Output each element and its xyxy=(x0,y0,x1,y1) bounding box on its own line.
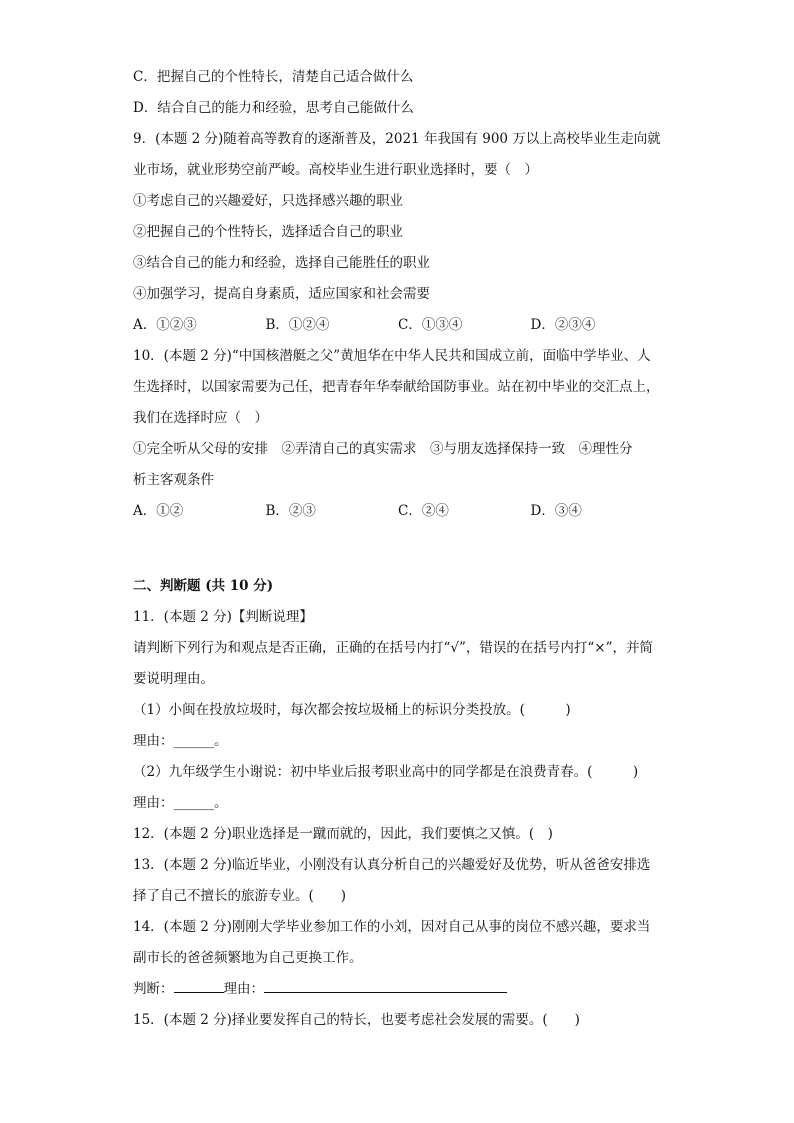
q11-instruction-line-1: 请判断下列行为和观点是否正确，正确的在括号内打“√”，错误的在括号内打“×”，并简 xyxy=(133,640,654,656)
q11-sub-1-reason: 理由：______。 xyxy=(133,733,228,749)
q10-stem-line-1: 10．(本题 2 分)“中国核潜艇之父”黄旭华在中华人民共和国成立前，面临中学毕业、人 xyxy=(133,348,651,364)
q9-item-3: ③结合自己的能力和经验，选择自己能胜任的职业 xyxy=(133,255,430,271)
q11-sub-2-reason: 理由：______。 xyxy=(133,795,228,811)
q10-stem-line-2: 生选择时，以国家需要为己任，把青春年华奉献给国防事业。站在初中毕业的交汇点上， xyxy=(133,379,660,395)
q9-option-d: D．②③④ xyxy=(530,317,596,333)
document-page xyxy=(133,62,663,1036)
q11-instruction-line-2: 要说明理由。 xyxy=(133,671,214,687)
q10-option-b: B．②③ xyxy=(265,503,316,519)
q11-sub-2: （2）九年级学生小谢说：初中毕业后报考职业高中的同学都是在浪费青春。( ) xyxy=(133,764,639,780)
q14-line-2: 副市长的爸爸频繁地为自己更换工作。 xyxy=(133,950,363,966)
q9-option-a: A．①②③ xyxy=(133,317,197,333)
q14-reason-label: 理由： xyxy=(223,981,264,997)
q14-line-1: 14．(本题 2 分)刚刚大学毕业参加工作的小刘，因对自己从事的岗位不感兴趣，要求当 xyxy=(133,919,651,935)
q10-items-line-2: 析主客观条件 xyxy=(133,472,214,488)
spacer xyxy=(133,527,663,571)
q13-line-2: 择了自己不擅长的旅游专业。( ) xyxy=(133,888,347,904)
q9-item-4: ④加强学习，提高自身素质，适应国家和社会需要 xyxy=(133,286,430,302)
q11-sub-1: （1）小闽在投放垃圾时，每次都会按垃圾桶上的标识分类投放。( ) xyxy=(133,702,571,718)
q14-answer-line xyxy=(133,974,663,1005)
q10-option-a: A．①② xyxy=(133,503,184,519)
q13-line-1: 13．(本题 2 分)临近毕业，小刚没有认真分析自己的兴趣爱好及优势，听从爸爸安排选 xyxy=(133,857,651,873)
q15: 15．(本题 2 分)择业要发挥自己的特长，也要考虑社会发展的需要。( ) xyxy=(133,1012,580,1028)
q9-item-2: ②把握自己的个性特长，选择适合自己的职业 xyxy=(133,224,403,240)
q9-options xyxy=(133,310,663,341)
q12: 12．(本题 2 分)职业选择是一蹴而就的，因此，我们要慎之又慎。( ) xyxy=(133,826,553,842)
q10-items-line-1: ①完全听从父母的安排 ②弄清自己的真实需求 ③与朋友选择保持一致 ④理性分 xyxy=(133,441,633,457)
q14-judge-blank[interactable] xyxy=(174,978,224,993)
q10-options xyxy=(133,496,663,527)
q8-option-c: C．把握自己的个性特长，清楚自己适合做什么 xyxy=(133,69,414,85)
section-title: 二、判断题 (共 10 分) xyxy=(133,578,274,594)
q10-option-c: C．②④ xyxy=(398,503,449,519)
q10-stem-line-3: 我们在选择时应（ ） xyxy=(133,410,268,426)
q9-option-c: C．①③④ xyxy=(398,317,463,333)
q9-item-1: ①考虑自己的兴趣爱好，只选择感兴趣的职业 xyxy=(133,193,403,209)
q14-judge-label: 判断： xyxy=(133,981,174,997)
q9-stem-line-1: 9．(本题 2 分)随着高等教育的逐渐普及，2021 年我国有 900 万以上高校毕业生走向就 xyxy=(133,131,661,147)
q14-reason-blank[interactable] xyxy=(264,978,507,993)
q10-option-d: D．③④ xyxy=(530,503,582,519)
q11-title: 11．(本题 2 分)【判断说理】 xyxy=(133,609,313,625)
q8-option-d: D．结合自己的能力和经验，思考自己能做什么 xyxy=(133,100,414,116)
q9-option-b: B．①②④ xyxy=(265,317,330,333)
q9-stem-line-2: 业市场，就业形势空前严峻。高校毕业生进行职业选择时，要（ ） xyxy=(133,162,538,178)
